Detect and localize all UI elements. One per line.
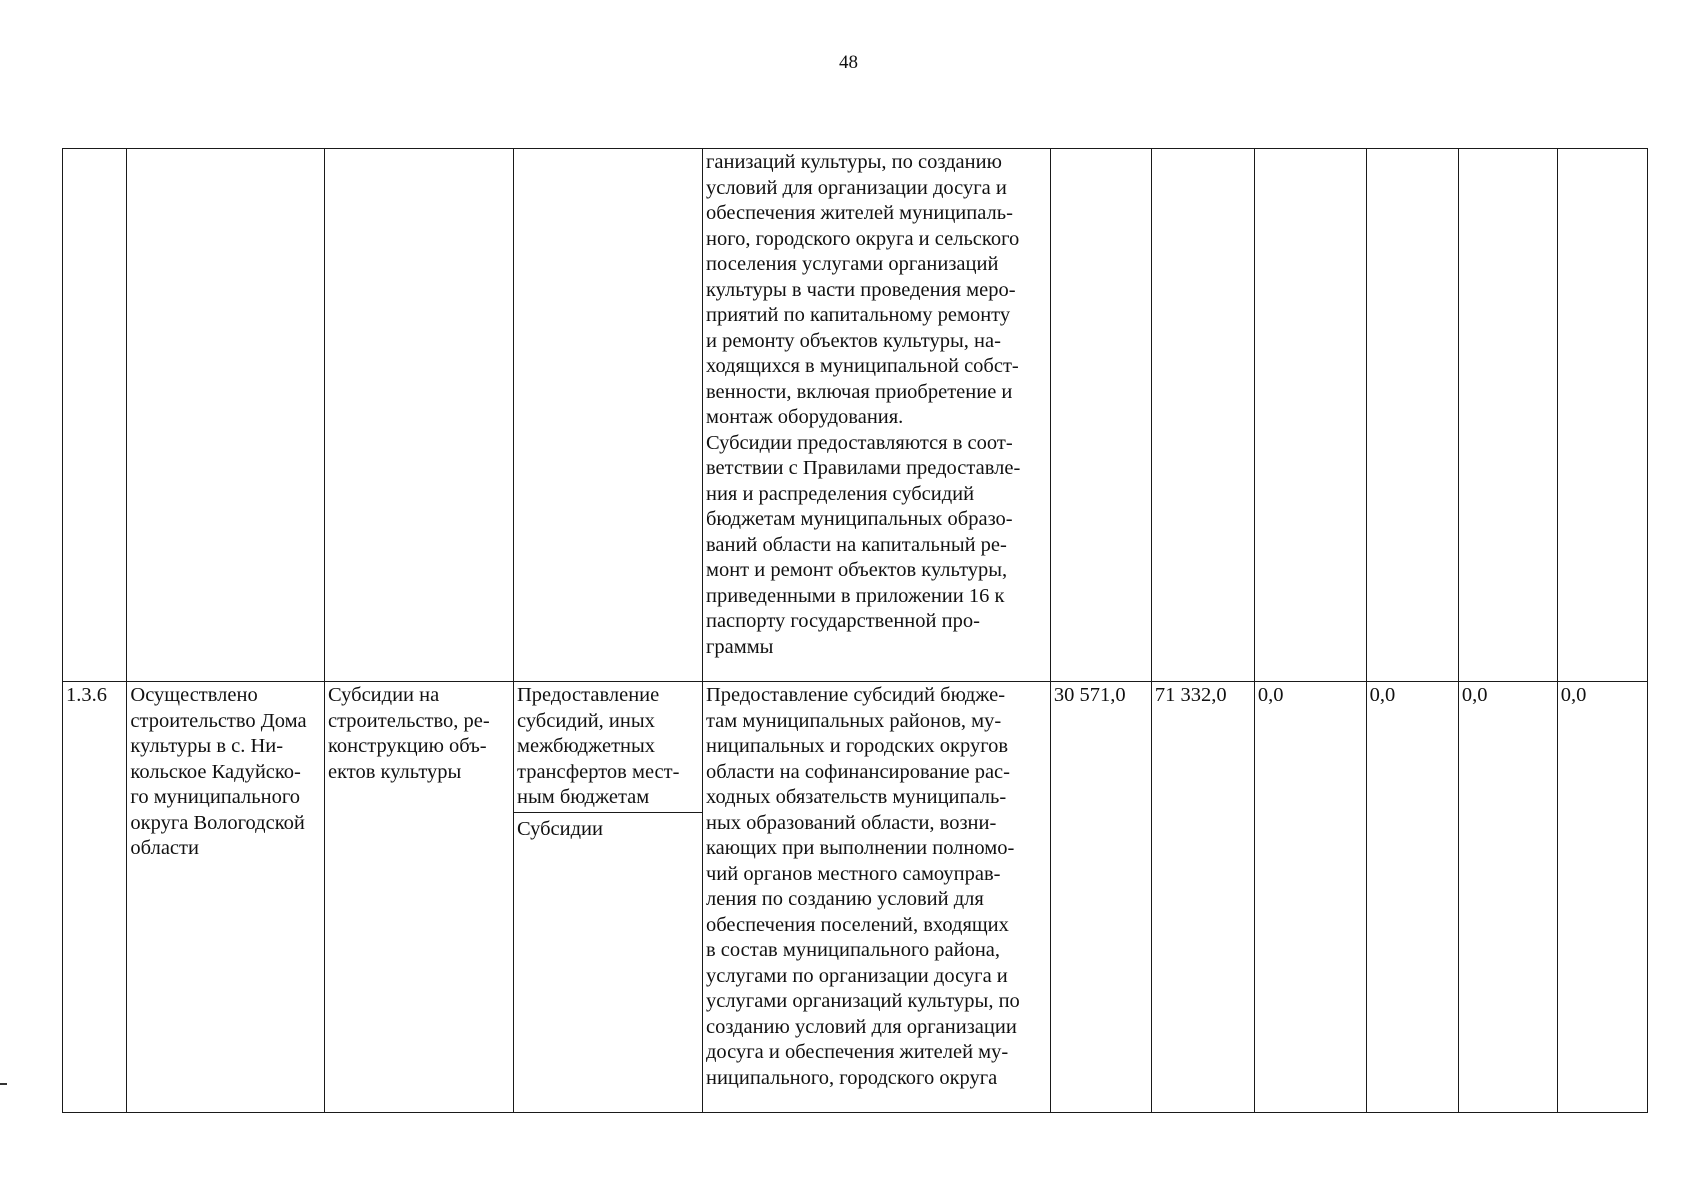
scan-mark [0,1083,7,1085]
table-row-continuation [63,149,1648,682]
cell-type: Субсидии на строительство, ре- конструкцию объ- ектов культуры [325,682,514,1113]
direction-sub: Субсидии [516,817,603,840]
direction-main: Предоставление субсидий, иных межбюджетных трансфертов мест- ным бюджетам [514,683,702,813]
page-number: 48 [839,52,858,73]
measures-table [62,148,1648,1113]
cell-direction [513,149,702,682]
cell-value-6 [1557,149,1647,682]
cell-name [127,149,325,682]
cell-value-5 [1458,149,1557,682]
cell-value-4: 0,0 [1366,682,1458,1113]
description-paragraph-2: Субсидии предоставляются в соот- ветствии с Правилами предоставле- ния и распределения субсидий бюджетам муниципальных образо- ваний области на капитальный ре- монт и ремонт объектов культуры, приведенными в приложении 16 к паспорту государственной про- граммы [705,431,1021,658]
cell-value-2 [1151,149,1254,682]
cell-value-5: 0,0 [1458,682,1557,1113]
cell-number [63,149,127,682]
cell-direction [513,682,702,1113]
cell-name: Осуществлено строительство Дома культуры в с. Ни- кольское Кадуйско- го муниципального округа Вологодской области [127,682,325,1113]
cell-number: 1.3.6 [63,682,127,1113]
description-paragraph-1: ганизаций культуры, по созданию условий для организации досуга и обеспечения жителей муниципаль- ного, городского округа и сельского поселения услугами организаций культуры в части проведения меро- приятий по капитальному ремонту и ремонту объектов культуры, на- ходящихся в муниципальной собст- венности, включая приобретение и монтаж оборудования. [705,151,1020,428]
cell-description [702,149,1050,682]
cell-value-3 [1254,149,1366,682]
cell-value-2: 71 332,0 [1151,682,1254,1113]
cell-type [325,149,514,682]
table-row-1-3-6 [63,682,1648,1113]
cell-description: Предоставление субсидий бюдже- там муниципальных районов, му- ниципальных и городских округов области на софинансирование рас- ходных обязательств муниципаль- ных образований области, возни- кающих при выполнении полномо- чий органов местного самоуправ- ления по созданию условий для обеспечения поселений, входящих в состав муниципального района, услугами по организации досуга и услугами организаций культуры, по созданию условий для организации досуга и обеспечения жителей му- ниципального, городского округа [702,682,1050,1113]
cell-value-3: 0,0 [1254,682,1366,1113]
cell-value-6: 0,0 [1557,682,1647,1113]
cell-value-1 [1050,149,1151,682]
cell-value-4 [1366,149,1458,682]
cell-value-1: 30 571,0 [1050,682,1151,1113]
